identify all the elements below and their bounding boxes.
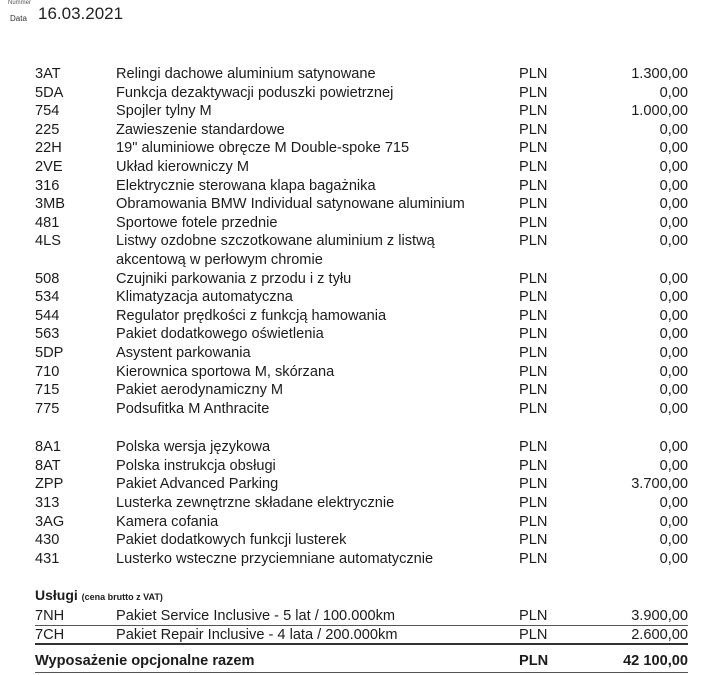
option-currency: PLN (519, 457, 548, 474)
top-label: Nummer (8, 0, 32, 6)
option-description: Czujniki parkowania z przodu i z tyłu (116, 270, 352, 287)
option-currency: PLN (519, 196, 548, 213)
divider (35, 672, 688, 673)
option-code: 225 (35, 121, 60, 138)
date-label: Data (10, 14, 27, 23)
option-code: 3AT (35, 66, 61, 82)
option-description: Pakiet dodatkowych funkcji lusterek (116, 532, 347, 549)
option-price: 0,00 (659, 495, 688, 512)
option-description: Pakiet dodatkowego oświetlenia (116, 326, 324, 343)
option-code: 5DA (35, 84, 64, 101)
services-title: Usługi (35, 587, 78, 603)
table-row (0, 550, 708, 569)
table-row (0, 438, 708, 457)
option-description: Polska wersja językowa (116, 439, 271, 456)
option-currency: PLN (519, 214, 548, 231)
option-currency: PLN (519, 550, 548, 567)
total-price: 42 100,00 (623, 653, 688, 669)
option-code: 316 (35, 177, 60, 194)
option-description: Relingi dachowe aluminium satynowane (116, 66, 376, 82)
option-description: Kierownica sportowa M, skórzana (116, 363, 335, 380)
option-code: 8A1 (35, 439, 61, 456)
table-row (0, 121, 708, 140)
option-code: 481 (35, 214, 60, 231)
options-table (0, 65, 708, 568)
option-price: 0,00 (659, 289, 688, 306)
option-currency: PLN (519, 476, 548, 493)
option-code: 563 (35, 326, 60, 343)
option-currency: PLN (519, 121, 548, 138)
total-currency: PLN (519, 653, 549, 669)
option-price: 0,00 (659, 532, 688, 549)
option-description: Elektrycznie sterowana klapa bagażnika (116, 177, 376, 194)
service-currency: PLN (519, 626, 548, 643)
option-code: ZPP (35, 476, 64, 493)
service-price: 3.900,00 (631, 608, 688, 624)
option-price: 0,00 (659, 457, 688, 474)
option-price: 0,00 (659, 214, 688, 231)
option-price: 1.300,00 (631, 66, 688, 82)
option-price: 0,00 (659, 363, 688, 380)
option-description: Asystent parkowania (116, 344, 251, 361)
option-currency: PLN (519, 270, 548, 287)
table-row (0, 307, 708, 326)
option-code: 431 (35, 550, 60, 567)
option-currency: PLN (519, 513, 548, 530)
table-row (0, 513, 708, 532)
option-description: Podsufitka M Anthracite (116, 400, 270, 417)
option-price: 0,00 (659, 326, 688, 343)
option-code: 3MB (35, 196, 66, 213)
table-row (0, 531, 708, 550)
option-description: Listwy ozdobne szczotkowane aluminium z listwą akcentową w perłowym chromie (116, 233, 435, 268)
option-price: 0,00 (659, 550, 688, 567)
option-code: 715 (35, 382, 60, 399)
option-description: Pakiet Advanced Parking (116, 476, 279, 493)
option-code: 2VE (35, 158, 63, 175)
table-row (0, 325, 708, 344)
date-value: 16.03.2021 (38, 4, 124, 23)
option-currency: PLN (519, 363, 548, 380)
option-price: 0,00 (659, 270, 688, 287)
services-heading (35, 587, 163, 603)
option-description: Układ kierowniczy M (116, 158, 249, 175)
option-description: Klimatyzacja automatyczna (116, 289, 293, 306)
option-currency: PLN (519, 289, 548, 306)
option-description: Spojler tylny M (116, 103, 212, 120)
table-row (0, 139, 708, 158)
table-row (0, 214, 708, 233)
option-price: 1.000,00 (631, 103, 688, 120)
option-currency: PLN (519, 344, 548, 361)
table-row (0, 363, 708, 382)
option-price: 0,00 (659, 196, 688, 213)
service-code: 7CH (35, 626, 65, 643)
option-currency: PLN (519, 177, 548, 194)
option-code: 534 (35, 289, 60, 306)
option-code: 508 (35, 270, 60, 287)
option-description: Zawieszenie standardowe (116, 121, 285, 138)
service-description: Pakiet Service Inclusive - 5 lat / 100.000km (116, 608, 396, 624)
option-description: 19" aluminiowe obręcze M Double-spoke 715 (116, 140, 410, 157)
option-price: 0,00 (659, 158, 688, 175)
option-currency: PLN (519, 382, 548, 399)
table-row (0, 65, 708, 84)
service-price: 2.600,00 (631, 626, 688, 643)
table-row (0, 607, 708, 626)
option-code: 5DP (35, 344, 64, 361)
option-code: 754 (35, 103, 60, 120)
option-code: 775 (35, 400, 60, 417)
option-description: Funkcja dezaktywacji poduszki powietrznej (116, 84, 394, 101)
table-row (0, 494, 708, 513)
option-price: 0,00 (659, 382, 688, 399)
table-row (0, 288, 708, 307)
divider (35, 625, 688, 626)
option-description: Pakiet aerodynamiczny M (116, 382, 284, 399)
option-price: 3.700,00 (631, 476, 688, 493)
option-description: Polska instrukcja obsługi (116, 457, 276, 474)
option-currency: PLN (519, 66, 548, 82)
table-row (0, 232, 708, 269)
option-price: 0,00 (659, 400, 688, 417)
table-row (0, 344, 708, 363)
option-price: 0,00 (659, 140, 688, 157)
total-label: Wyposażenie opcjonalne razem (35, 653, 255, 669)
table-row (0, 475, 708, 494)
option-currency: PLN (519, 439, 548, 456)
service-description: Pakiet Repair Inclusive - 4 lata / 200.000km (116, 626, 398, 643)
table-row (0, 400, 708, 419)
option-price: 0,00 (659, 233, 688, 250)
option-currency: PLN (519, 326, 548, 343)
option-currency: PLN (519, 140, 548, 157)
option-description: Lusterka zewnętrzne składane elektrycznie (116, 495, 395, 512)
option-price: 0,00 (659, 439, 688, 456)
option-code: 4LS (35, 233, 61, 250)
table-row (0, 195, 708, 214)
service-code: 7NH (35, 608, 65, 624)
option-currency: PLN (519, 158, 548, 175)
option-currency: PLN (519, 532, 548, 549)
service-currency: PLN (519, 608, 548, 624)
option-price: 0,00 (659, 307, 688, 324)
table-row (0, 102, 708, 121)
option-description: Regulator prędkości z funkcją hamowania (116, 307, 387, 324)
option-price: 0,00 (659, 344, 688, 361)
option-price: 0,00 (659, 177, 688, 194)
option-code: 22H (35, 140, 62, 157)
services-note: (cena brutto z VAT) (81, 592, 163, 602)
option-currency: PLN (519, 103, 548, 120)
option-price: 0,00 (659, 121, 688, 138)
table-row (0, 84, 708, 103)
table-row (0, 626, 708, 645)
total-row (0, 652, 708, 670)
option-price: 0,00 (659, 513, 688, 530)
option-description: Obramowania BMW Individual satynowane aluminium (116, 196, 465, 213)
option-currency: PLN (519, 400, 548, 417)
table-row (0, 381, 708, 400)
table-row (0, 270, 708, 289)
option-code: 3AG (35, 513, 65, 530)
option-currency: PLN (519, 84, 548, 101)
option-currency: PLN (519, 233, 548, 250)
option-description: Sportowe fotele przednie (116, 214, 278, 231)
option-currency: PLN (519, 307, 548, 324)
option-code: 8AT (35, 457, 61, 474)
table-row (0, 177, 708, 196)
option-currency: PLN (519, 495, 548, 512)
option-price: 0,00 (659, 84, 688, 101)
option-code: 544 (35, 307, 60, 324)
option-code: 430 (35, 532, 60, 549)
divider (35, 643, 688, 645)
option-description: Kamera cofania (116, 513, 219, 530)
option-code: 313 (35, 495, 60, 512)
table-row (0, 158, 708, 177)
option-code: 710 (35, 363, 60, 380)
table-row (0, 457, 708, 476)
option-description: Lusterko wsteczne przyciemniane automatycznie (116, 550, 434, 567)
